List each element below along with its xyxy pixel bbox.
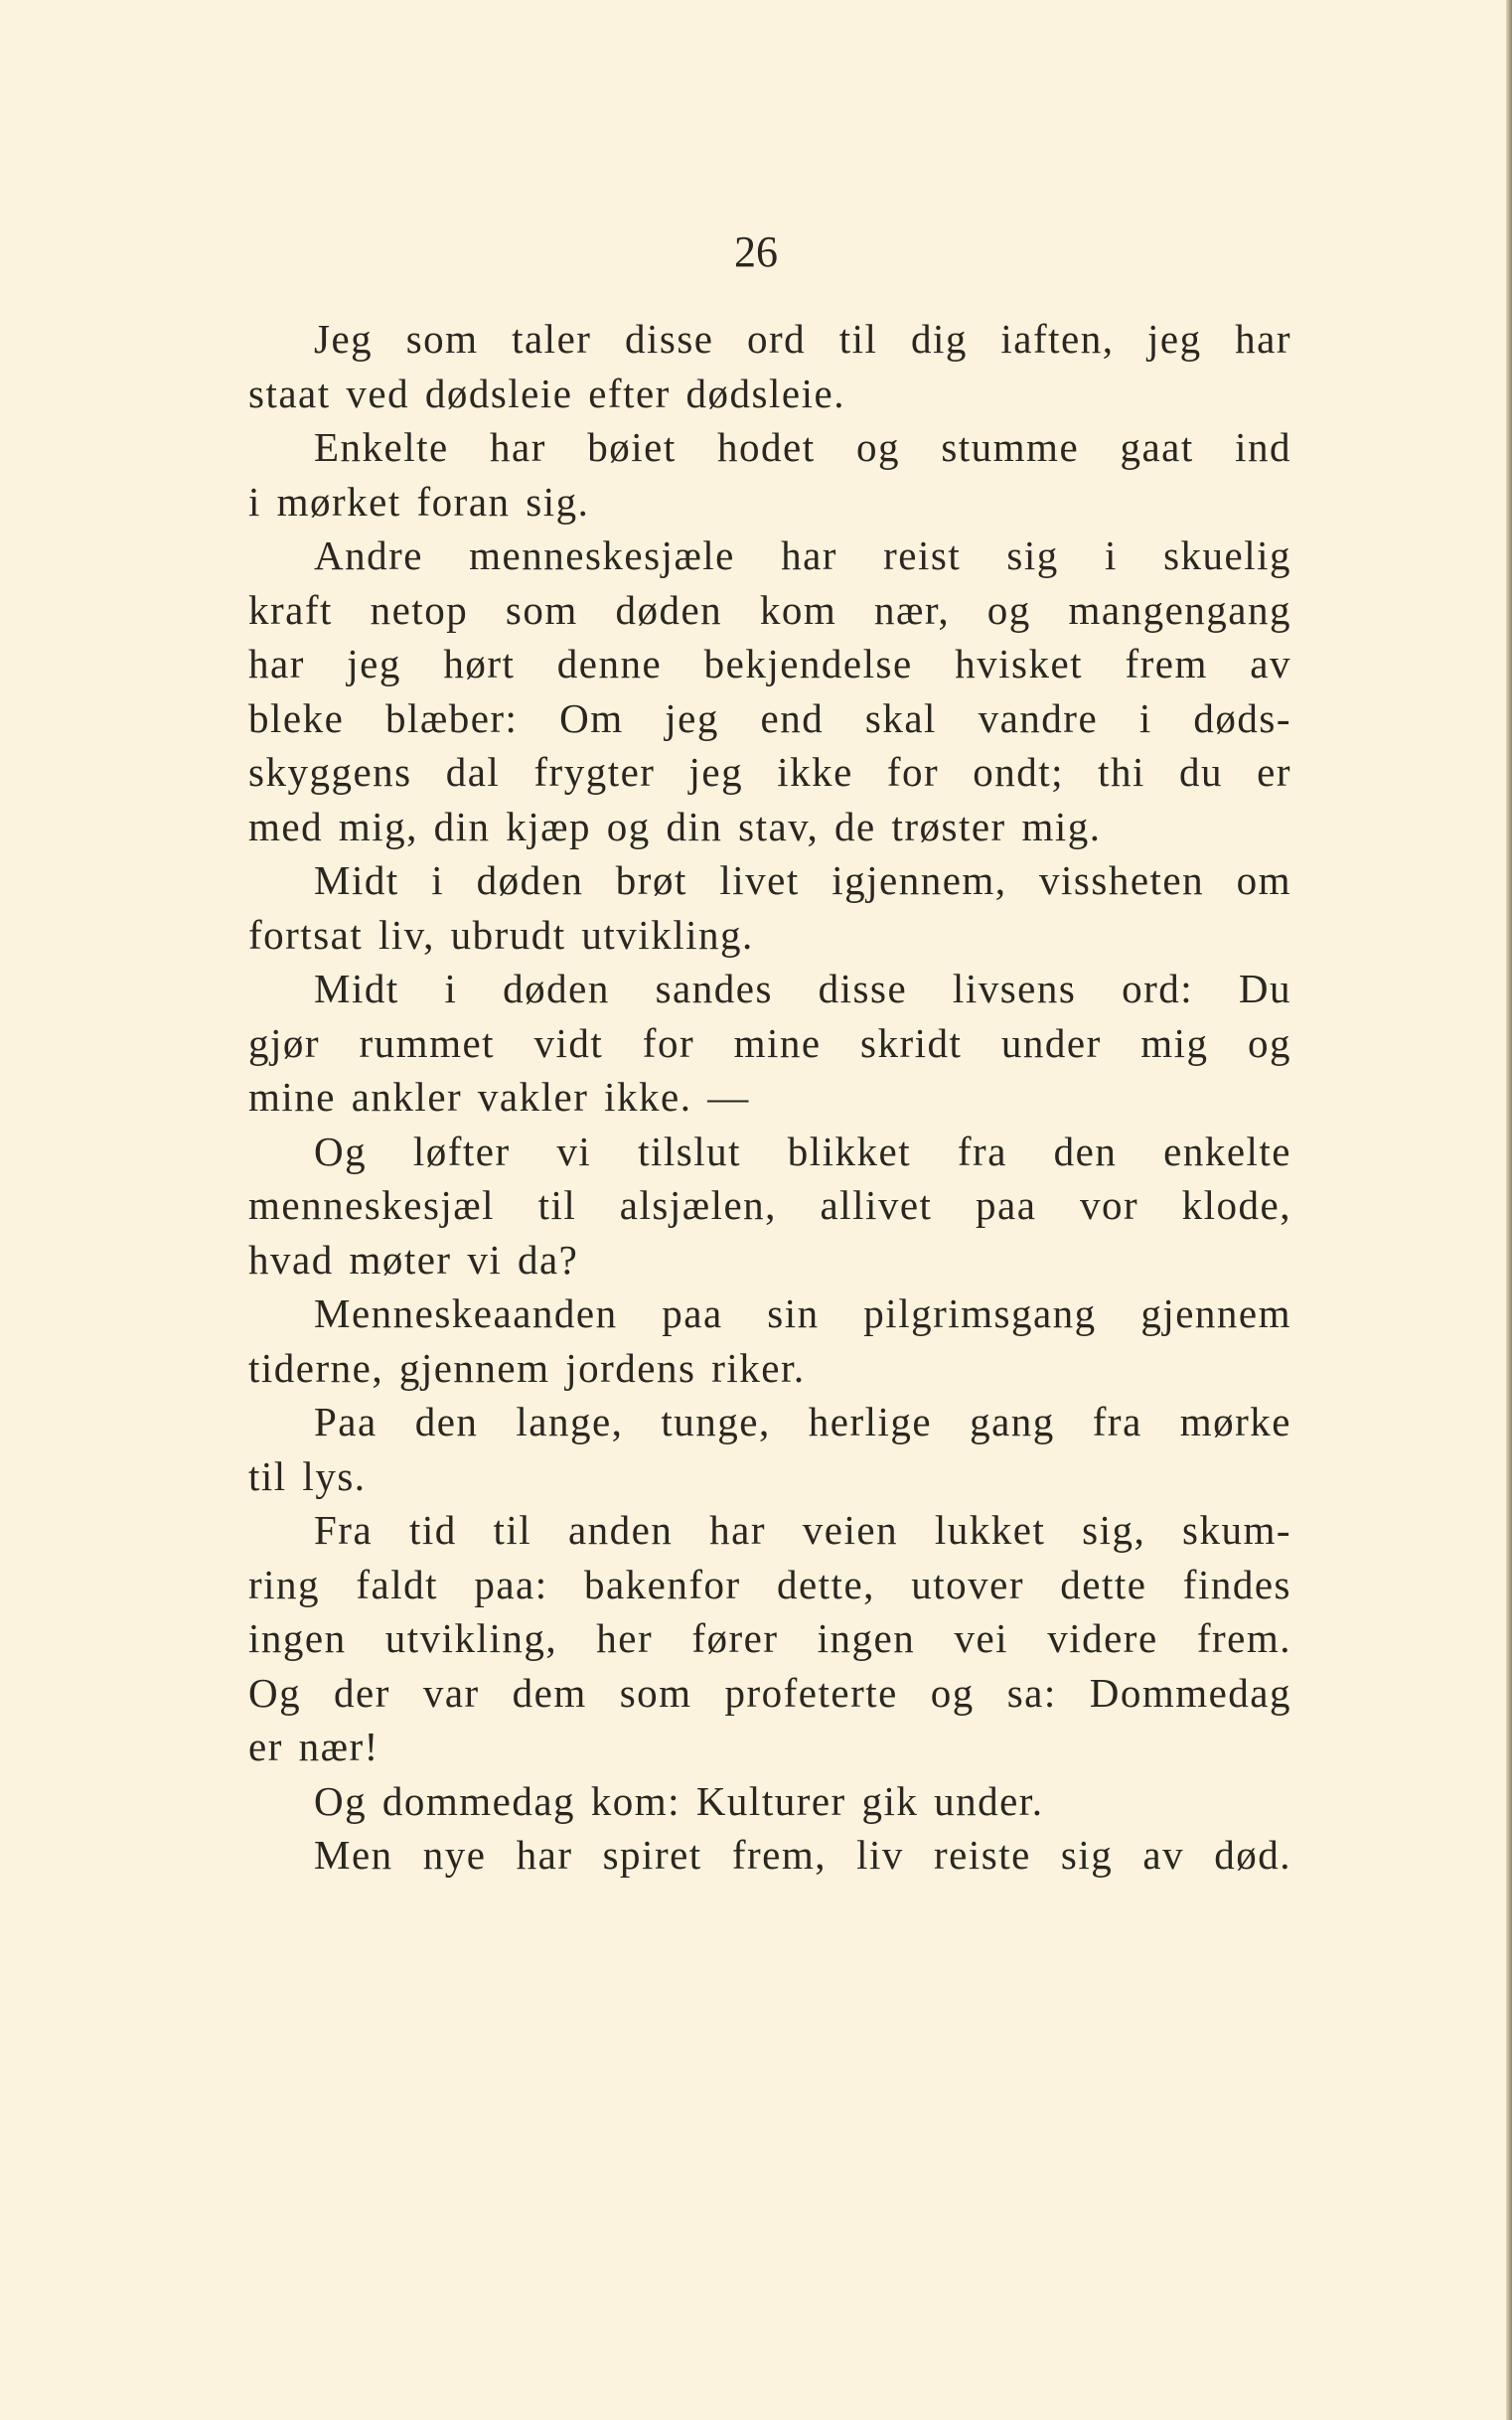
text-line: til lys.	[248, 1452, 367, 1499]
page-edge	[1506, 0, 1512, 2420]
text-line: med mig, din kjæp og din stav, de trøster mig.	[248, 803, 1102, 849]
text-line: Midt i døden sandes disse livsens ord: Du	[314, 966, 1291, 1011]
text-line: Og løfter vi tilslut blikket fra den enkelte	[314, 1128, 1291, 1174]
text-line: Enkelte har bøiet hodet og stumme gaat ind	[314, 424, 1291, 470]
text-line: Og der var dem som profeterte og sa: Dommedag	[248, 1669, 1291, 1716]
text-line: ingen utvikling, her fører ingen vei videre frem.	[248, 1615, 1291, 1661]
text-line: har jeg hørt denne bekjendelse hvisket frem av	[248, 641, 1291, 686]
text-line: Midt i døden brøt livet igjennem, vissheten om	[314, 857, 1291, 903]
text-line: menneskesjæl til alsjælen, allivet paa vor klode,	[248, 1182, 1291, 1228]
text-line: tiderne, gjennem jordens riker.	[248, 1344, 806, 1391]
text-line: mine ankler vakler ikke. —	[248, 1074, 750, 1120]
text-line: Jeg som taler disse ord til dig iaften, jeg har	[314, 316, 1291, 362]
text-line: skyggens dal frygter jeg ikke for ondt; thi du er	[248, 749, 1291, 795]
text-line: Fra tid til anden har veien lukket sig, skum-	[314, 1507, 1291, 1553]
text-line: er nær!	[248, 1724, 379, 1769]
text-line: Andre menneskesjæle har reist sig i skuelig	[314, 532, 1291, 578]
text-line: ring faldt paa: bakenfor dette, utover dette findes	[248, 1561, 1291, 1607]
text-line: i mørket foran sig.	[248, 478, 590, 525]
page-number: 26	[734, 227, 778, 276]
text-line: hvad møter vi da?	[248, 1236, 579, 1283]
text-line: gjør rummet vidt for mine skridt under mig og	[248, 1019, 1291, 1066]
text-line: Men nye har spiret frem, liv reiste sig av død.	[314, 1832, 1291, 1878]
text-line: kraft netop som døden kom nær, og mangengang	[248, 586, 1291, 633]
text-line: staat ved dødsleie efter dødsleie.	[248, 370, 845, 416]
text-line: Menneskeaanden paa sin pilgrimsgang gjennem	[314, 1290, 1291, 1336]
body-text	[248, 312, 1291, 1883]
text-line: Paa den lange, tunge, herlige gang fra mørke	[314, 1399, 1291, 1444]
text-line: fortsat liv, ubrudt utvikling.	[248, 911, 754, 958]
text-line: bleke blæber: Om jeg end skal vandre i døds-	[248, 694, 1291, 741]
text-line: Og dommedag kom: Kulturer gik under.	[314, 1777, 1044, 1824]
